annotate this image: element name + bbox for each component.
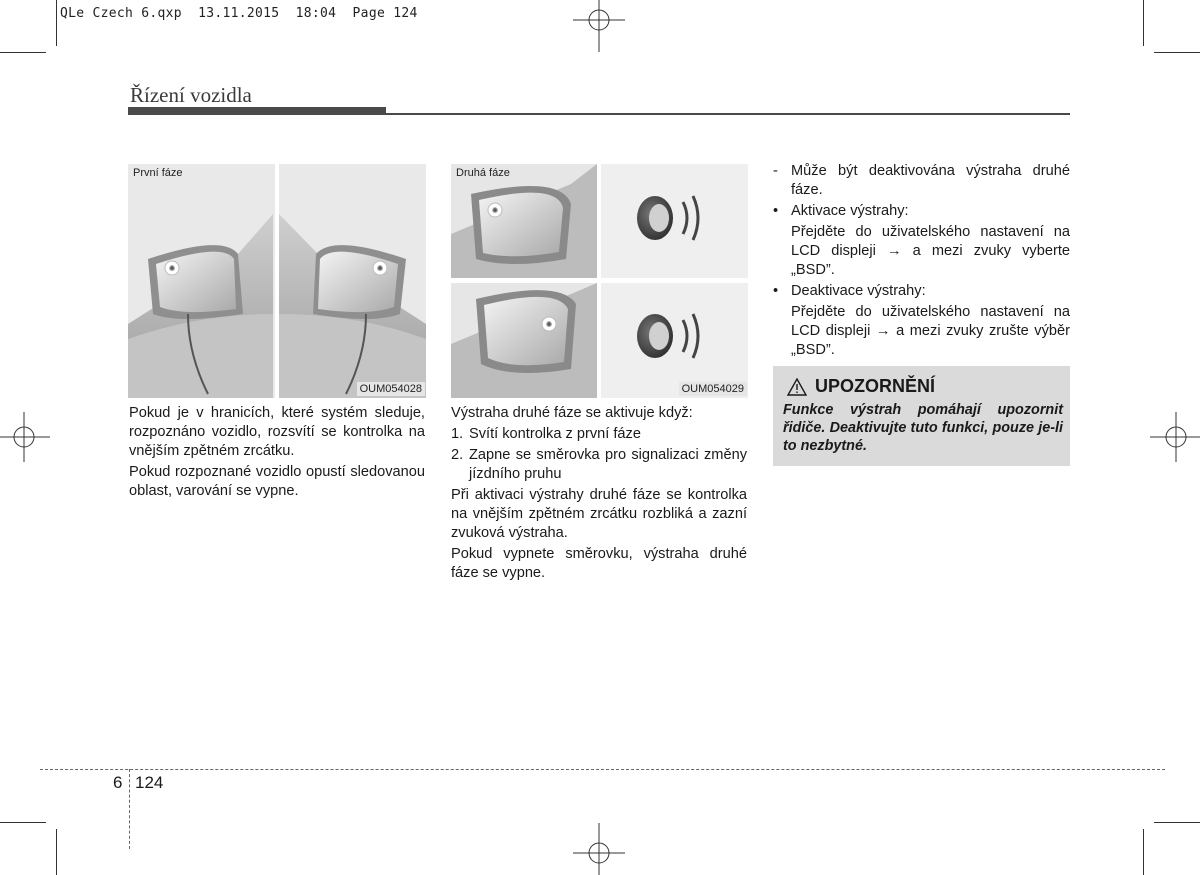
figure-first-stage-label: První fáze xyxy=(133,167,183,179)
printer-slug: QLe Czech 6.qxp 13.11.2015 18:04 Page 124 xyxy=(60,6,418,21)
crop-mark xyxy=(0,52,46,53)
svg-text:✺: ✺ xyxy=(491,206,499,215)
list-item: • Aktivace výstrahy: xyxy=(773,203,909,219)
figure-second-stage-illustration xyxy=(451,164,748,398)
list-item: Přejděte do uživatelského nastavení na LCD displeji → a mezi zvuky vyberte „BSD”. xyxy=(791,224,1070,278)
caution-text: Funkce výstrah pomáhají upozornit řidiče. Deaktivujte tuto funkci, pouze je-li to nezbytné. xyxy=(783,402,1063,454)
figure-first-stage xyxy=(128,164,426,398)
registration-mark-top xyxy=(573,0,625,52)
figure-first-stage-code: OUM054028 xyxy=(357,382,425,396)
registration-mark-bottom xyxy=(573,823,625,875)
figure-second-stage xyxy=(451,164,748,398)
list-item: - Může být deaktivována výstraha druhé fáze. xyxy=(773,163,1070,198)
title-rule-thick xyxy=(128,107,386,115)
caution-title xyxy=(787,376,935,397)
svg-text:✺: ✺ xyxy=(376,264,384,273)
crop-mark xyxy=(1143,829,1144,875)
column2-paragraph: Při aktivaci výstrahy druhé fáze se kontrolka na vnějším zpětném zrcátku rozbliká a zazní zvuková výstraha. xyxy=(451,487,747,541)
section-title: Řízení vozidla xyxy=(130,83,252,107)
column1-text xyxy=(129,404,425,503)
list-item: • Deaktivace výstrahy: xyxy=(773,283,926,299)
crop-mark xyxy=(56,829,57,875)
svg-text:✺: ✺ xyxy=(545,320,553,329)
column3-list xyxy=(773,162,1070,360)
footer-divider xyxy=(129,769,130,849)
registration-mark-left xyxy=(0,412,50,462)
figure-second-stage-label: Druhá fáze xyxy=(456,167,510,179)
column2-intro: Výstraha druhé fáze se aktivuje když: xyxy=(451,405,693,421)
title-rule-thin xyxy=(386,113,1070,115)
warning-triangle-icon xyxy=(787,378,807,396)
crop-mark xyxy=(1143,0,1144,46)
crop-mark xyxy=(0,822,46,823)
registration-mark-right xyxy=(1150,412,1200,462)
crop-mark xyxy=(1154,52,1200,53)
svg-text:✺: ✺ xyxy=(168,264,176,273)
list-item: 2. Zapne se směrovka pro signalizaci změny jízdního pruhu xyxy=(451,447,747,482)
figure-second-stage-code: OUM054029 xyxy=(679,382,747,396)
footer-page-number: 124 xyxy=(135,773,164,792)
footer-chapter-number: 6 xyxy=(113,773,123,792)
list-item: 1. Svítí kontrolka z první fáze xyxy=(451,426,641,442)
column2-numbered-list xyxy=(451,425,747,484)
list-item: Přejděte do uživatelského nastavení na LCD displeji → a mezi zvuky zrušte výběr „BSD”. xyxy=(791,304,1070,358)
column1-paragraph: Pokud rozpoznané vozidlo opustí sledovanou oblast, varování se vypne. xyxy=(129,464,425,499)
column3-text xyxy=(773,162,1070,362)
crop-mark xyxy=(56,0,57,46)
column1-paragraph: Pokud je v hranicích, které systém sleduje, rozpoznáno vozidlo, rozsvítí se kontrolka na vnějším zpětném zrcátku. xyxy=(129,405,425,459)
crop-mark xyxy=(1154,822,1200,823)
footer-rule xyxy=(40,769,1165,770)
column2-text xyxy=(451,404,747,585)
column2-paragraph: Pokud vypnete směrovku, výstraha druhé fáze se vypne. xyxy=(451,546,747,581)
figure-first-stage-illustration xyxy=(128,164,426,398)
caution-title-text: UPOZORNĚNÍ xyxy=(815,376,936,396)
